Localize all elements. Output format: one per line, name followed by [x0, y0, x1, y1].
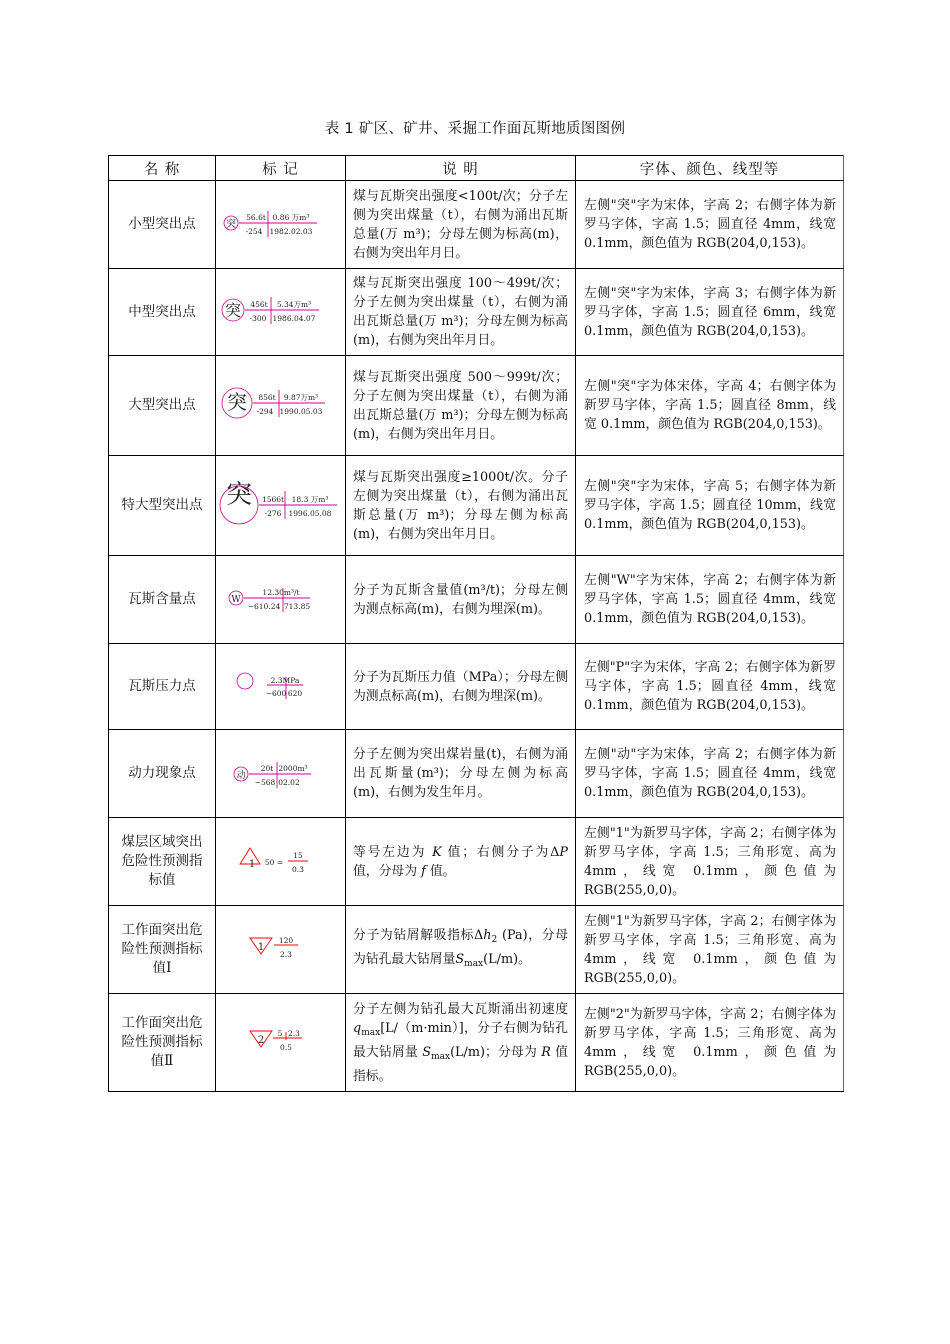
- svg-text:0.86 万m³: 0.86 万m³: [272, 212, 309, 222]
- gas-pressure-symbol: [231, 667, 331, 707]
- workface-index-2-symbol: [246, 1023, 316, 1063]
- row-name: 瓦斯压力点: [109, 644, 216, 730]
- svg-text:1996.05.08: 1996.05.08: [288, 508, 331, 518]
- header-style: 字体、颜色、线型等: [576, 156, 844, 181]
- svg-text:20t: 20t: [260, 763, 273, 773]
- table-row: [109, 994, 844, 1092]
- table-row: [109, 556, 844, 644]
- row-style: 左侧"突"字为宋体，字高 2；右侧字体为新罗马字体，字高 1.5；圆直径 4mm，线宽 0.1mm，颜色值为 RGB(204,0,153)。: [576, 181, 844, 269]
- row-style: 左侧"突"字为宋体，字高 3；右侧字体为新罗马字体，字高 1.5；圆直径 6mm，线宽 0.1mm，颜色值为 RGB(204,0,153)。: [576, 269, 844, 356]
- svg-text:突: 突: [225, 218, 236, 230]
- svg-text:1990.05.03: 1990.05.03: [279, 406, 322, 416]
- row-style: 左侧"突"字为体宋体，字高 4；右侧字体为新罗马字体，字高 1.5；圆直径 8mm，线宽 0.1mm，颜色值为 RGB(204,0,153)。: [576, 356, 844, 456]
- svg-text:-276: -276: [264, 508, 281, 518]
- svg-text:02.02: 02.02: [277, 777, 300, 787]
- svg-text:1982.02.03: 1982.02.03: [269, 226, 312, 236]
- row-description: 煤与瓦斯突出强度≥1000t/次。分子左侧为突出煤量（t），右侧为涌出瓦斯总量(万 m³)；分母左侧为标高(m)，右侧为突出年月日。: [346, 456, 576, 556]
- row-style: 左侧"P"字为宋体，字高 2；右侧字体为新罗马字体，字高 1.5；圆直径 4mm，线宽 0.1mm，颜色值为 RGB(204,0,153)。: [576, 644, 844, 730]
- svg-text:-294: -294: [256, 406, 273, 416]
- header-mark: 标 记: [216, 156, 346, 181]
- row-style: 左侧"W"字为宋体，字高 2；右侧字体为新罗马字体，字高 1.5；圆直径 4mm，线宽 0.1mm，颜色值为 RGB(204,0,153)。: [576, 556, 844, 644]
- medium-outburst-symbol: [221, 290, 341, 334]
- legend-table: [108, 155, 844, 1092]
- svg-text:−610.24: −610.24: [247, 601, 280, 611]
- svg-text:1566t: 1566t: [261, 494, 284, 504]
- svg-text:1986.04.07: 1986.04.07: [272, 314, 315, 323]
- svg-text:-254: -254: [245, 226, 262, 236]
- row-style: 左侧"突"字为宋体，字高 5；右侧字体为新罗马字体，字高 1.5；圆直径 10mm，线宽 0.1mm，颜色值为 RGB(204,0,153)。: [576, 456, 844, 556]
- svg-text:突: 突: [226, 389, 247, 414]
- coal-seam-risk-index-symbol: [236, 842, 326, 882]
- workface-index-1-symbol: [246, 930, 316, 970]
- row-description: 分子为钻屑解吸指标$\Delta h_2$ (Pa)，分母为钻孔最大钻屑量$S_{max}(L/m)$。: [346, 906, 576, 994]
- row-name: 动力现象点: [109, 730, 216, 818]
- svg-text:1: 1: [248, 858, 255, 870]
- header-name: 名 称: [109, 156, 216, 181]
- header-description: 说 明: [346, 156, 576, 181]
- svg-text:2000m³: 2000m³: [277, 763, 308, 773]
- svg-text:突: 突: [224, 301, 241, 320]
- svg-text:2.3: 2.3: [279, 949, 292, 959]
- svg-text:2.3MPa: 2.3MPa: [270, 675, 299, 685]
- svg-text:-300: -300: [249, 314, 266, 323]
- row-style: 左侧"1"为新罗马字体，字高 2；右侧字体为新罗马字体，字高 1.5；三角形宽、高为 4mm，线宽 0.1mm，颜色值为 RGB(255,0,0)。: [576, 818, 844, 906]
- svg-text:动: 动: [235, 770, 246, 781]
- table-row: [109, 181, 844, 269]
- row-name: 工作面突出危险性预测指标值Ⅱ: [109, 994, 216, 1092]
- table-title: 表 1 矿区、矿井、采掘工作面瓦斯地质图图例: [324, 121, 626, 137]
- svg-text:12.30m³/t: 12.30m³/t: [261, 587, 300, 597]
- row-name: 小型突出点: [109, 181, 216, 269]
- svg-text:456t: 456t: [249, 300, 268, 309]
- row-style: 左侧"1"为新罗马字体，字高 2；右侧字体为新罗马字体，字高 1.5；三角形宽、高为 4mm，线宽 0.1mm，颜色值为 RGB(255,0,0)。: [576, 906, 844, 994]
- svg-text:50 =: 50 =: [264, 857, 283, 867]
- small-outburst-symbol: [221, 205, 341, 245]
- row-description: 煤与瓦斯突出强度<100t/次；分子左侧为突出煤量（t），右侧为涌出瓦斯总量(万 m³)；分母左侧为标高(m)，右侧为突出年月日。: [346, 181, 576, 269]
- large-outburst-symbol: [221, 381, 341, 431]
- row-description: 分子左侧为突出煤岩量(t)，右侧为涌出瓦斯量(m³)；分母左侧为标高(m)，右侧为发生年月。: [346, 730, 576, 818]
- row-style: 左侧"动"字为宋体，字高 2；右侧字体为新罗马字体，字高 1.5；圆直径 4mm，线宽 0.1mm，颜色值为 RGB(204,0,153)。: [576, 730, 844, 818]
- row-description: 等号左边为 K 值；右侧分子为ΔP 值，分母为 f 值。: [346, 818, 576, 906]
- svg-text:5.34万m³: 5.34万m³: [276, 300, 311, 309]
- table-row: [109, 644, 844, 730]
- table-row: [109, 356, 844, 456]
- svg-text:−600: −600: [265, 688, 286, 698]
- svg-text:0.3: 0.3: [291, 864, 304, 874]
- svg-text:120: 120: [278, 935, 293, 945]
- table-row: [109, 906, 844, 994]
- svg-text:56.6t: 56.6t: [245, 212, 266, 222]
- svg-text:9.87万m³: 9.87万m³: [283, 392, 318, 402]
- row-description: 分子为瓦斯含量值(m³/t)；分母左侧为测点标高(m)，右侧为埋深(m)。: [346, 556, 576, 644]
- svg-text:2: 2: [257, 1034, 264, 1046]
- row-description: 煤与瓦斯突出强度 500～999t/次；分子左侧为突出煤量（t），右侧为涌出瓦斯总量(万 m³)；分母左侧为标高(m)，右侧为突出年月日。: [346, 356, 576, 456]
- row-name: 特大型突出点: [109, 456, 216, 556]
- extra-large-outburst-symbol: [219, 473, 343, 539]
- svg-text:2.3: 2.3: [287, 1028, 300, 1038]
- svg-text:856t: 856t: [257, 392, 276, 402]
- svg-text:−568: −568: [254, 777, 275, 787]
- svg-text:突: 突: [225, 479, 252, 510]
- svg-text:0.5: 0.5: [279, 1042, 292, 1052]
- table-row: [109, 269, 844, 356]
- svg-text:5: 5: [277, 1028, 282, 1038]
- table-row: [109, 456, 844, 556]
- row-name: 中型突出点: [109, 269, 216, 356]
- row-style: 左侧"2"为新罗马字体，字高 2；右侧字体为新罗马字体，字高 1.5；三角形宽、高为 4mm，线宽 0.1mm，颜色值为 RGB(255,0,0)。: [576, 994, 844, 1092]
- svg-text:18.3 万m³: 18.3 万m³: [291, 494, 328, 504]
- row-name: 工作面突出危险性预测指标值Ⅰ: [109, 906, 216, 994]
- row-description: 分子左侧为钻孔最大瓦斯涌出初速度 $q_{max}[L/(m\cdot\min)]$，分子右侧为钻孔最大钻屑量 $S_{max}(L/m)$；分母为 R 值指标。: [346, 994, 576, 1092]
- svg-text:713.85: 713.85: [283, 601, 310, 611]
- svg-text:620: 620: [287, 688, 302, 698]
- row-name: 煤层区域突出危险性预测指标值: [109, 818, 216, 906]
- svg-text:15: 15: [292, 850, 303, 860]
- row-description: 煤与瓦斯突出强度 100～499t/次；分子左侧为突出煤量（t），右侧为涌出瓦斯总量(万 m³)；分母左侧为标高(m)，右侧为突出年月日。: [346, 269, 576, 356]
- table-row: [109, 818, 844, 906]
- row-name: 大型突出点: [109, 356, 216, 456]
- dynamic-phenomenon-symbol: [231, 754, 331, 794]
- gas-content-symbol: [226, 580, 336, 620]
- svg-text:W: W: [230, 594, 241, 605]
- svg-text:1: 1: [257, 941, 264, 953]
- row-description: 分子为瓦斯压力值（MPa）；分母左侧为测点标高(m)，右侧为埋深(m)。: [346, 644, 576, 730]
- row-name: 瓦斯含量点: [109, 556, 216, 644]
- header-row: [109, 156, 844, 181]
- table-row: [109, 730, 844, 818]
